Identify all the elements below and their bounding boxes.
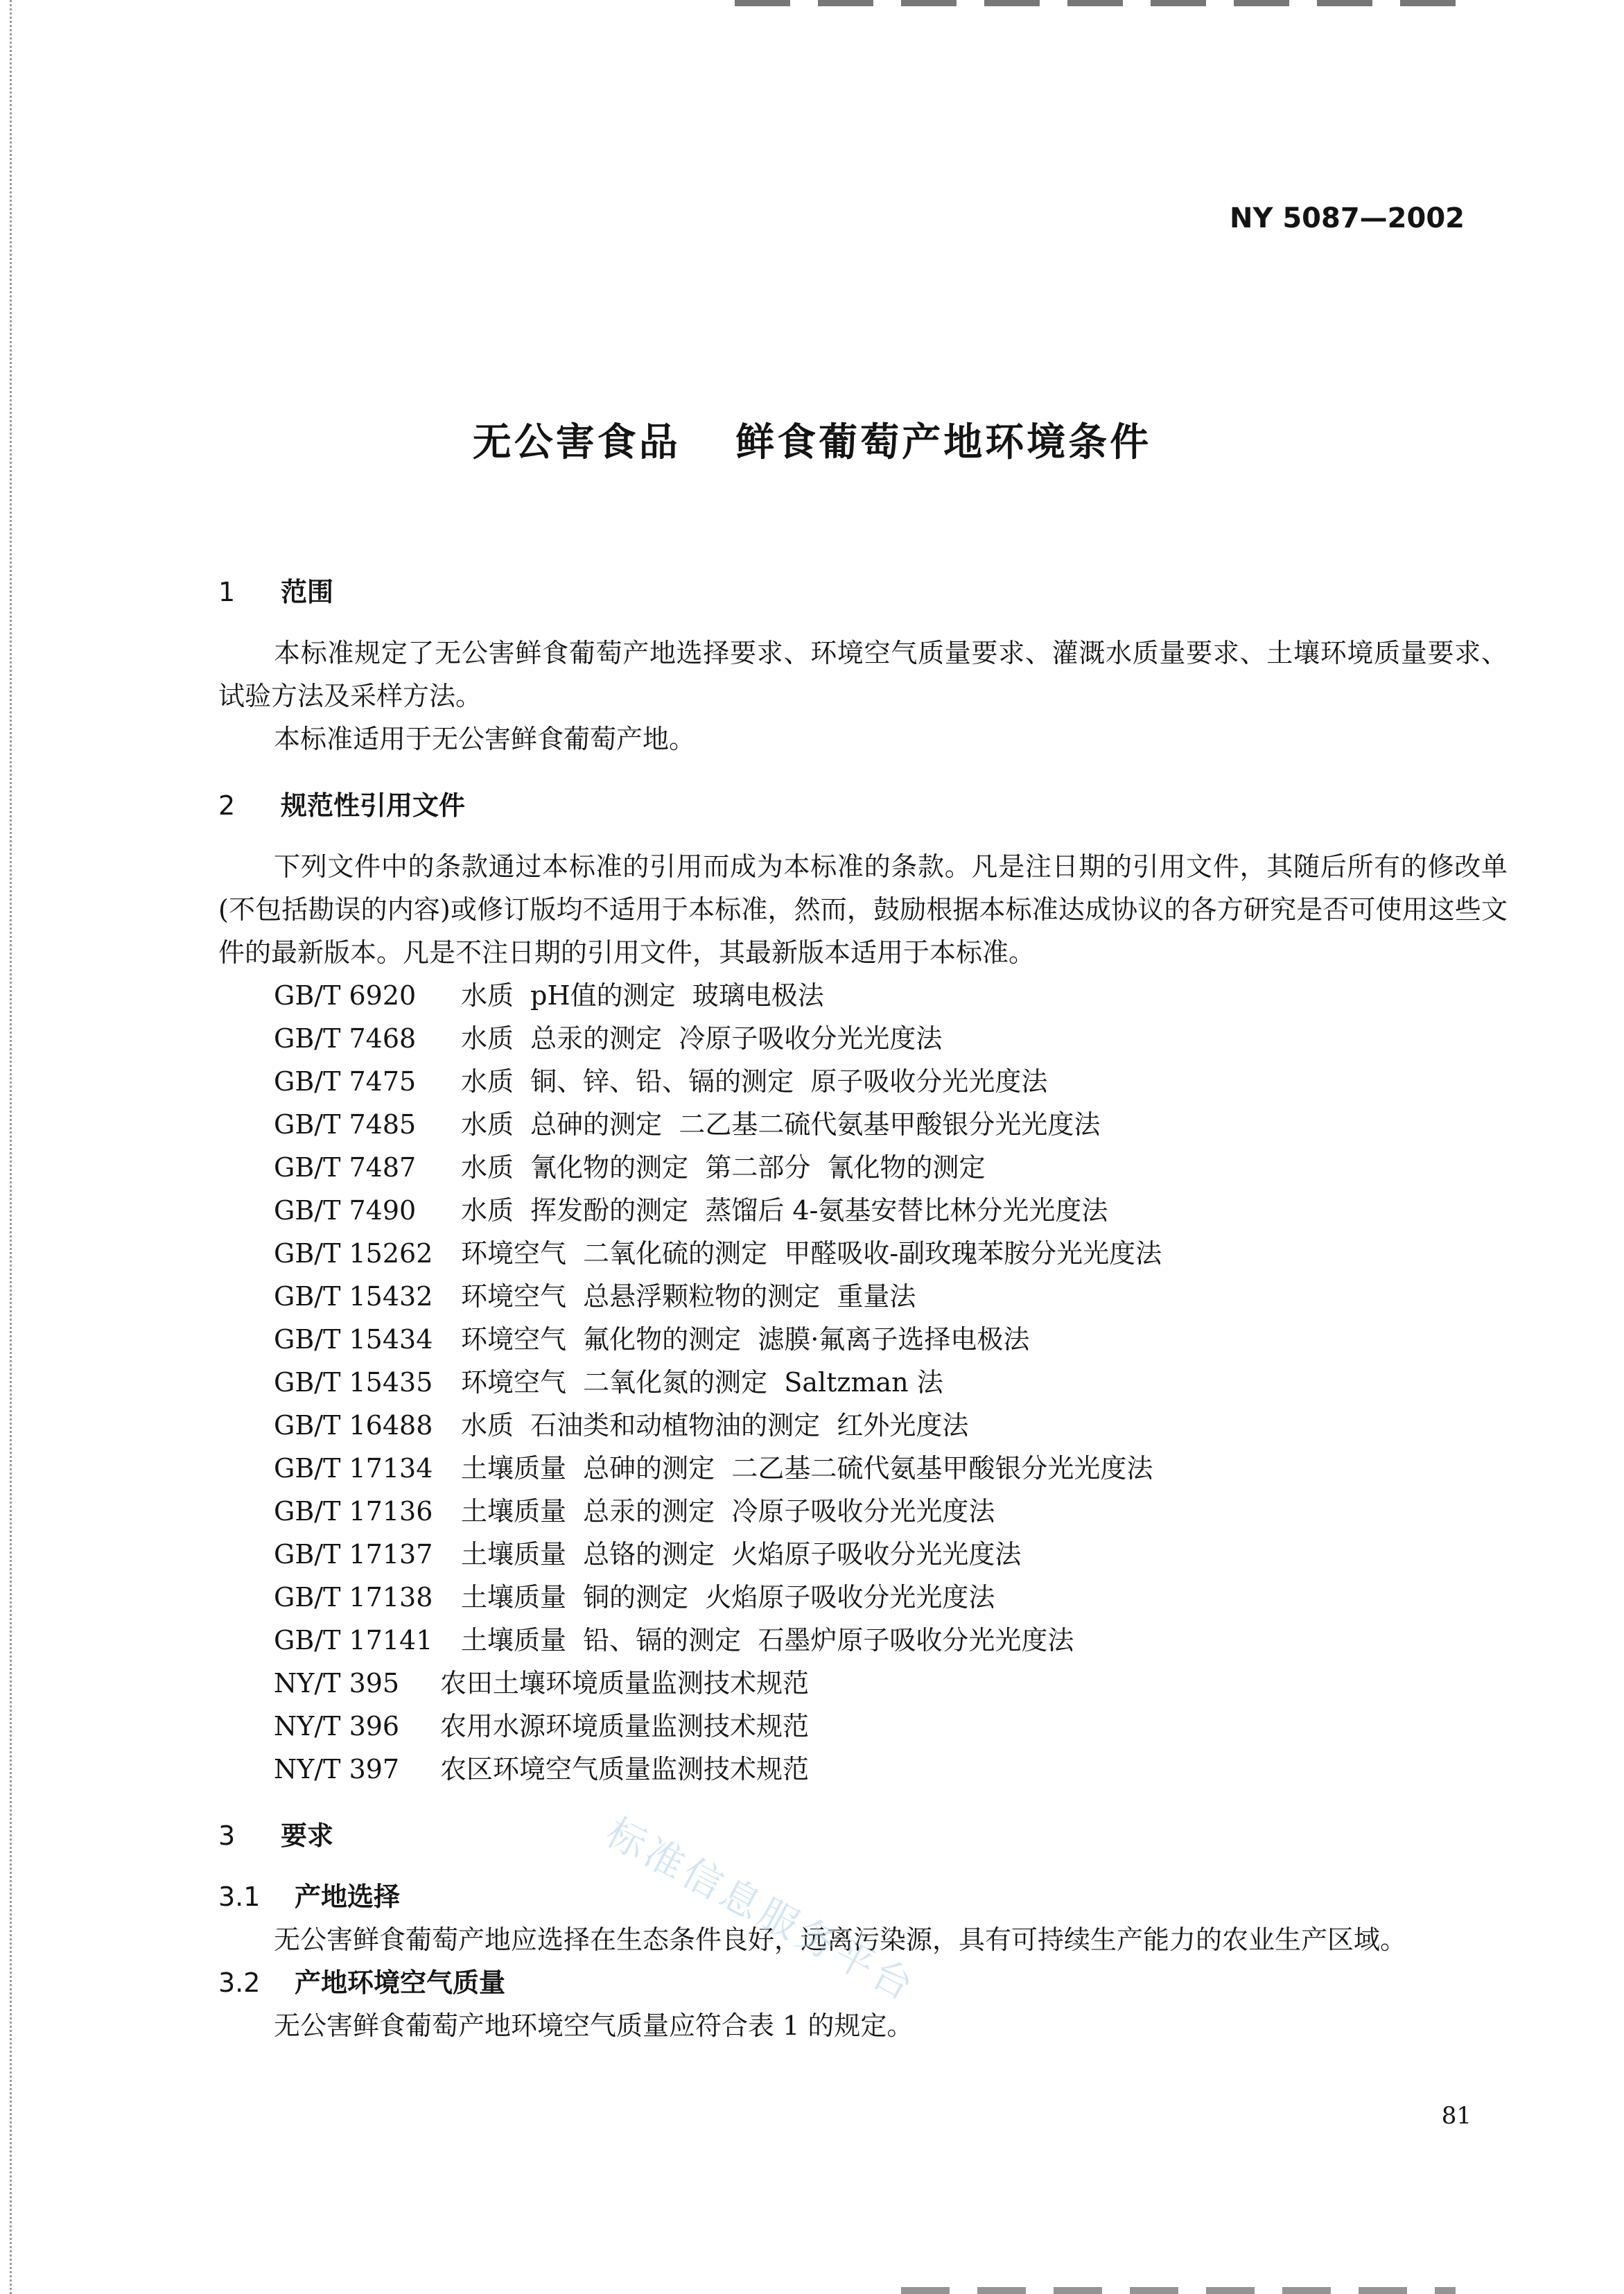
reference-code: GB/T 7485 — [274, 1109, 417, 1140]
section-number: 1 — [218, 577, 236, 607]
reference-code: GB/T 7475 — [274, 1066, 417, 1097]
reference-item — [218, 1146, 1508, 1189]
reference-item — [218, 1275, 1508, 1318]
scan-bottom-artifact — [901, 2287, 1456, 2294]
section-heading-requirements — [218, 1814, 1508, 1857]
reference-title: 水质 pH值的测定 玻璃电极法 — [461, 980, 824, 1011]
reference-title: 水质 石油类和动植物油的测定 红外光度法 — [461, 1410, 969, 1441]
reference-title: 水质 铜、锌、铅、镉的测定 原子吸收分光光度法 — [461, 1066, 1048, 1097]
reference-code: GB/T 17138 — [274, 1582, 433, 1613]
reference-item — [218, 1576, 1508, 1619]
section-number: 2 — [218, 790, 236, 821]
subsection-text: 无公害鲜食葡萄产地环境空气质量应符合表 1 的规定。 — [274, 2010, 914, 2041]
scan-edge-dots — [10, 0, 12, 2294]
reference-title: 土壤质量 总汞的测定 冷原子吸收分光光度法 — [461, 1496, 995, 1527]
reference-code: GB/T 7490 — [274, 1195, 417, 1226]
document-body — [218, 571, 1508, 2047]
reference-title: 环境空气 总悬浮颗粒物的测定 重量法 — [461, 1281, 916, 1312]
reference-code: GB/T 17137 — [274, 1539, 433, 1570]
reference-item — [218, 1490, 1508, 1533]
subsection-number: 3.1 — [218, 1882, 261, 1912]
reference-title: 农用水源环境质量监测技术规范 — [440, 1711, 810, 1741]
reference-title: 环境空气 二氧化硫的测定 甲醛吸收-副玫瑰苯胺分光光度法 — [461, 1238, 1162, 1269]
watermark: 标准信息服务平台 — [598, 1809, 924, 2011]
reference-item — [218, 1447, 1508, 1490]
subsection-text: 无公害鲜食葡萄产地应选择在生态条件良好，远离污染源，具有可持续生产能力的农业生产区域。 — [274, 1924, 1407, 1955]
reference-title: 土壤质量 铜的测定 火焰原子吸收分光光度法 — [461, 1582, 995, 1613]
reference-item — [218, 1017, 1508, 1060]
reference-item — [218, 1748, 1508, 1791]
reference-title: 农区环境空气质量监测技术规范 — [440, 1754, 810, 1784]
subsection-number: 3.2 — [218, 1967, 261, 1998]
reference-item — [218, 1533, 1508, 1576]
reference-code: GB/T 6920 — [274, 980, 417, 1011]
reference-code: GB/T 7487 — [274, 1152, 417, 1183]
reference-code: GB/T 7468 — [274, 1023, 417, 1054]
document-title: 无公害食品 鲜食葡萄产地环境条件 — [472, 420, 1152, 465]
section-heading-scope — [218, 571, 1508, 614]
subsection-title: 产地选择 — [295, 1882, 401, 1912]
reference-code: GB/T 17134 — [274, 1453, 433, 1484]
reference-item — [218, 1103, 1508, 1146]
reference-title: 水质 总砷的测定 二乙基二硫代氨基甲酸银分光光度法 — [461, 1109, 1101, 1140]
reference-title: 水质 氰化物的测定 第二部分 氰化物的测定 — [461, 1152, 986, 1183]
reference-code: GB/T 17136 — [274, 1496, 433, 1527]
page-number: 81 — [1441, 2102, 1472, 2130]
reference-item — [218, 1619, 1508, 1662]
reference-code: GB/T 15435 — [274, 1367, 433, 1398]
reference-title: 水质 挥发酚的测定 蒸馏后 4-氨基安替比林分光光度法 — [461, 1195, 1108, 1226]
reference-code: GB/T 15432 — [274, 1281, 433, 1312]
reference-title: 土壤质量 铅、镉的测定 石墨炉原子吸收分光光度法 — [461, 1625, 1074, 1656]
reference-item — [218, 1705, 1508, 1748]
reference-code: NY/T 397 — [274, 1754, 400, 1784]
reference-item — [218, 1361, 1508, 1404]
scan-top-artifact — [735, 0, 1483, 6]
reference-title: 环境空气 二氧化氮的测定 Saltzman 法 — [461, 1367, 943, 1398]
reference-title: 环境空气 氟化物的测定 滤膜·氟离子选择电极法 — [461, 1324, 1030, 1355]
scope-paragraph-1: 本标准规定了无公害鲜食葡萄产地选择要求、环境空气质量要求、灌溉水质量要求、土壤环境质量要求、试验方法及采样方法。 — [218, 638, 1508, 711]
reference-item — [218, 974, 1508, 1017]
standard-code: NY 5087—2002 — [1229, 202, 1465, 234]
section-heading-references — [218, 784, 1508, 827]
reference-code: NY/T 395 — [274, 1668, 400, 1698]
reference-title: 土壤质量 总砷的测定 二乙基二硫代氨基甲酸银分光光度法 — [461, 1453, 1153, 1484]
reference-item — [218, 1318, 1508, 1361]
reference-title: 农田土壤环境质量监测技术规范 — [440, 1668, 810, 1698]
reference-code: NY/T 396 — [274, 1711, 400, 1741]
reference-item — [218, 1404, 1508, 1447]
reference-item — [218, 1662, 1508, 1705]
scope-paragraph-2: 本标准适用于无公害鲜食葡萄产地。 — [274, 724, 696, 754]
subsection-title: 产地环境空气质量 — [295, 1967, 506, 1998]
references-intro: 下列文件中的条款通过本标准的引用而成为本标准的条款。凡是注日期的引用文件，其随后所有的修改单(不包括勘误的内容)或修订版均不适用于本标准，然而，鼓励根据本标准达成协议的各方研究是否可使用这些文件的最新版本。凡是不注日期的引用文件，其最新版本适用于本标准。 — [218, 851, 1508, 968]
subsection-heading — [218, 1875, 1508, 1918]
section-title: 范围 — [281, 577, 334, 607]
reference-code: GB/T 15434 — [274, 1324, 433, 1355]
reference-list — [218, 974, 1508, 1791]
reference-item — [218, 1232, 1508, 1275]
reference-code: GB/T 17141 — [274, 1625, 433, 1656]
reference-item — [218, 1060, 1508, 1103]
reference-code: GB/T 15262 — [274, 1238, 433, 1269]
reference-title: 水质 总汞的测定 冷原子吸收分光光度法 — [461, 1023, 943, 1054]
reference-title: 土壤质量 总铬的测定 火焰原子吸收分光光度法 — [461, 1539, 1022, 1570]
reference-item — [218, 1189, 1508, 1232]
section-title: 要求 — [281, 1821, 334, 1851]
section-number: 3 — [218, 1821, 236, 1851]
section-title: 规范性引用文件 — [281, 790, 466, 821]
reference-code: GB/T 16488 — [274, 1410, 433, 1441]
